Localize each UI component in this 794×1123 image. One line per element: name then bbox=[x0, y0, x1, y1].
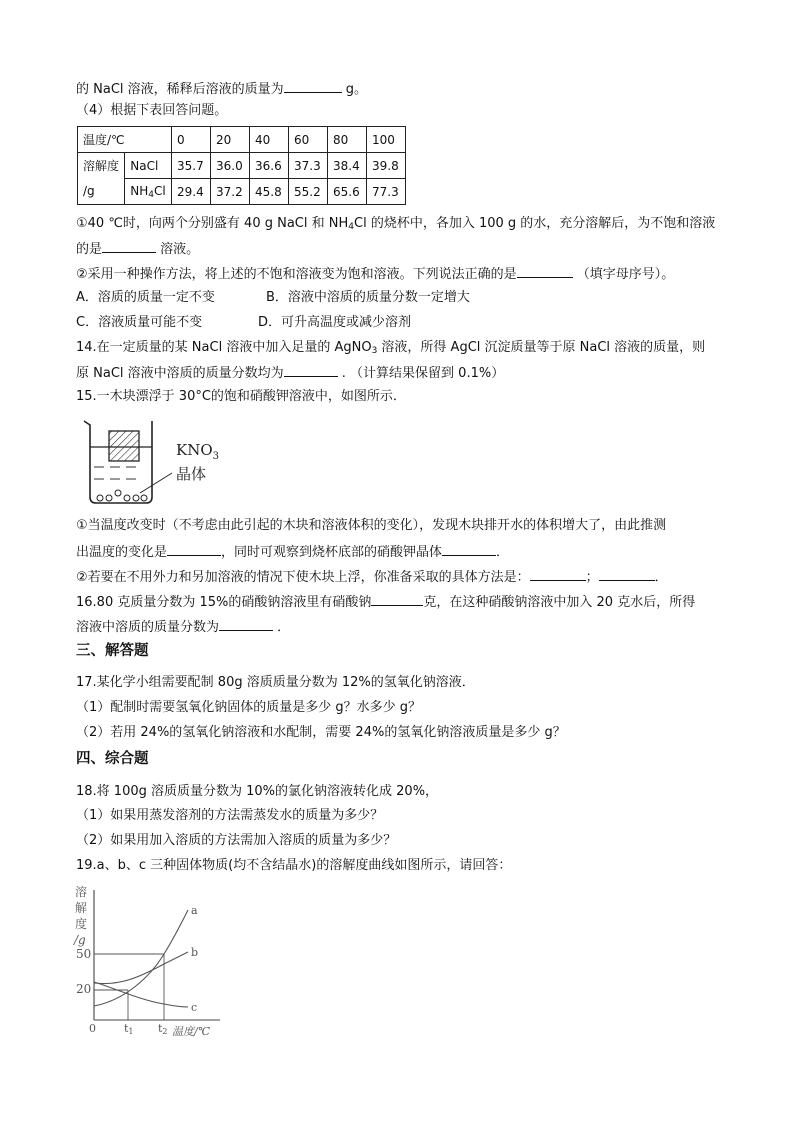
q13-option-d: D．可升高温度或减少溶剂 bbox=[258, 315, 412, 330]
q14-text-b: 溶液，所得 AgCl 沉淀质量等于原 NaCl 溶液的质量，则 bbox=[377, 340, 706, 355]
q15-text-d: ②若要在不用外力和另加溶液的情况下使木块上浮，你准备采取的具体方法是： bbox=[76, 570, 530, 585]
row-label-solubility: 溶解度 bbox=[78, 153, 125, 179]
q14-text-a: 14.在一定质量的某 NaCl 溶液中加入足量的 AgNO bbox=[76, 340, 372, 355]
curve-a-label: a bbox=[191, 904, 198, 917]
section-heading-3: 三、解答题 bbox=[76, 643, 149, 659]
nh4cl-value: 65.6 bbox=[328, 179, 367, 205]
answer-blank[interactable] bbox=[599, 566, 655, 581]
ytick-20: 20 bbox=[76, 982, 92, 996]
q13-sub1-line1 bbox=[76, 214, 715, 237]
q14-text-d: . （计算结果保留到 0.1%） bbox=[337, 366, 505, 381]
q13-sub1-text-b: Cl 的烧杯中，各加入 100 g 的水，充分溶解后，为不饱和溶液 bbox=[354, 216, 716, 231]
solubility-table bbox=[77, 126, 406, 205]
ylabel-char: 溶 bbox=[75, 885, 88, 899]
q18-line2: （1）如果用蒸发溶剂的方法需蒸发水的质量为多少？ bbox=[76, 808, 384, 823]
q13-sub2-line bbox=[76, 263, 674, 285]
q15-line3 bbox=[76, 541, 509, 563]
curve-b bbox=[94, 952, 188, 984]
nh4cl-value: 77.3 bbox=[367, 179, 406, 205]
q15-line1: 15.一木块漂浮于 30°C的饱和硝酸钾溶液中，如图所示． bbox=[76, 389, 406, 404]
temp-cell: 100 bbox=[367, 127, 406, 153]
q13-p3-end bbox=[76, 78, 367, 100]
q15-text-e: ； bbox=[585, 570, 599, 585]
answer-blank[interactable] bbox=[167, 541, 221, 556]
q17-line3: （2）若用 24%的氢氧化钠溶液和水配制，需要 24%的氢氧化钠溶液质量是多少 g？ bbox=[76, 725, 566, 740]
ytick-50: 50 bbox=[76, 947, 92, 961]
answer-blank[interactable] bbox=[371, 591, 423, 606]
q16-text-d: ． bbox=[273, 620, 291, 635]
q13-sub1-text-d: 溶液。 bbox=[156, 242, 200, 257]
table-row-nacl bbox=[78, 153, 406, 179]
nacl-value: 37.3 bbox=[289, 153, 328, 179]
q13-option-a: A．溶质的质量一定不变 bbox=[76, 290, 215, 305]
solubility-curve-figure bbox=[70, 882, 240, 1040]
q13-sub1-line2 bbox=[76, 238, 199, 260]
q13-sub1-text-c: 的是 bbox=[76, 242, 103, 257]
curve-b-label: b bbox=[191, 946, 199, 959]
q14-text-c: 原 NaCl 溶液中溶质的质量分数均为 bbox=[76, 366, 284, 381]
crystal-label: 晶体 bbox=[176, 465, 207, 483]
nh4cl-tail: Cl bbox=[154, 183, 166, 198]
q16-text-b: 克，在这种硝酸钠溶液中加入 20 克水后，所得 bbox=[423, 595, 696, 610]
temp-cell: 20 bbox=[211, 127, 250, 153]
beaker-figure bbox=[80, 413, 230, 507]
nh4cl-value: 45.8 bbox=[250, 179, 289, 205]
row-label-nh4cl bbox=[125, 179, 172, 205]
nacl-value: 35.7 bbox=[172, 153, 211, 179]
q18-line3: （2）如果用加入溶质的方法需加入溶质的质量为多少？ bbox=[76, 833, 397, 848]
q15-line4 bbox=[76, 566, 668, 588]
ylabel-char: /g bbox=[74, 933, 86, 947]
answer-blank[interactable] bbox=[442, 541, 496, 556]
nh4cl-value: 29.4 bbox=[172, 179, 211, 205]
q18-line1: 18.将 100g 溶质质量分数为 10%的氯化钠溶液转化成 20%， bbox=[76, 784, 439, 799]
answer-blank[interactable] bbox=[517, 263, 573, 278]
q19-line1: 19.a、b、c 三种固体物质(均不含结晶水)的溶解度曲线如图所示，请回答： bbox=[76, 858, 512, 873]
header-temperature: 温度/℃ bbox=[78, 127, 172, 153]
q13-sub1-subscript: 4 bbox=[348, 222, 354, 232]
nacl-value: 39.8 bbox=[367, 153, 406, 179]
q13-p4-title: （4）根据下表回答问题。 bbox=[76, 103, 228, 118]
section-heading-4: 四、综合题 bbox=[76, 751, 149, 767]
temp-cell: 60 bbox=[289, 127, 328, 153]
kno3-label: $KNO_3$ bbox=[176, 441, 220, 462]
q14-line2 bbox=[76, 362, 504, 384]
q13-sub2-tail: （填字母序号）。 bbox=[572, 267, 675, 282]
q13-p3-text: 的 NaCl 溶液，稀释后溶液的质量为 bbox=[76, 82, 284, 97]
q13-sub1-text-a: ①40 ℃时，向两个分别盛有 40 g NaCl 和 NH bbox=[76, 216, 349, 231]
curve-a bbox=[94, 910, 188, 1006]
answer-blank[interactable] bbox=[284, 78, 342, 93]
origin-label: 0 bbox=[89, 1022, 96, 1035]
answer-blank[interactable] bbox=[219, 616, 273, 631]
answer-blank[interactable] bbox=[530, 566, 586, 581]
q15-text-b: ，同时可观察到烧杯底部的硝酸钾晶体 bbox=[221, 545, 443, 560]
ylabel-char: 度 bbox=[75, 917, 88, 931]
row-label-nacl: NaCl bbox=[125, 153, 172, 179]
q16-line2 bbox=[76, 616, 290, 638]
q13-option-c: C．溶液质量可能不变 bbox=[76, 315, 203, 330]
xtick-t1: t1 bbox=[124, 1022, 134, 1036]
q15-text-a: 出温度的变化是 bbox=[76, 545, 168, 560]
q17-line1: 17.某化学小组需要配制 80g 溶质质量分数为 12%的氢氧化钠溶液． bbox=[76, 675, 475, 690]
q16-text-c: 溶液中溶质的质量分数为 bbox=[76, 620, 220, 635]
temp-cell: 80 bbox=[328, 127, 367, 153]
xtick-t2: t2 bbox=[158, 1022, 168, 1036]
nh4cl-sub: 4 bbox=[148, 189, 155, 200]
q15-text-c: ． bbox=[496, 545, 510, 560]
answer-blank[interactable] bbox=[284, 362, 338, 377]
q13-sub2-text: ②采用一种操作方法，将上述的不饱和溶液变为饱和溶液。下列说法正确的是 bbox=[76, 267, 517, 282]
nh4cl-value: 55.2 bbox=[289, 179, 328, 205]
nacl-value: 36.0 bbox=[211, 153, 250, 179]
nacl-value: 36.6 bbox=[250, 153, 289, 179]
q16-text-a: 16.80 克质量分数为 15%的硝酸钠溶液里有硝酸钠 bbox=[76, 595, 372, 610]
nh4cl-value: 37.2 bbox=[211, 179, 250, 205]
temp-cell: 40 bbox=[250, 127, 289, 153]
temp-cell: 0 bbox=[172, 127, 211, 153]
q16-line1 bbox=[76, 591, 695, 613]
q13-option-b: B．溶液中溶质的质量分数一定增大 bbox=[266, 290, 470, 305]
q14-subscript: 3 bbox=[371, 346, 378, 356]
q15-text-f: ． bbox=[654, 570, 668, 585]
curve-c-label: c bbox=[191, 1001, 198, 1014]
table-row-header bbox=[78, 127, 406, 153]
q15-line2: ①当温度改变时（不考虑由此引起的木块和溶液体积的变化），发现木块排开水的体积增大了，由此推测 bbox=[76, 518, 667, 533]
table-row-nh4cl bbox=[78, 179, 406, 205]
row-label-unit: /g bbox=[78, 179, 125, 205]
answer-blank[interactable] bbox=[102, 238, 156, 253]
curve-c bbox=[94, 982, 188, 1007]
q17-line2: （1）配制时需要氢氧化钠固体的质量是多少 g？水多少 g？ bbox=[76, 700, 422, 715]
x-axis-label: 温度/℃ bbox=[172, 1025, 211, 1038]
ylabel-char: 解 bbox=[75, 901, 88, 915]
q13-p3-unit: g。 bbox=[341, 82, 368, 97]
q14-line1 bbox=[76, 338, 705, 361]
nacl-value: 38.4 bbox=[328, 153, 367, 179]
nh4cl-main: NH bbox=[130, 183, 149, 198]
